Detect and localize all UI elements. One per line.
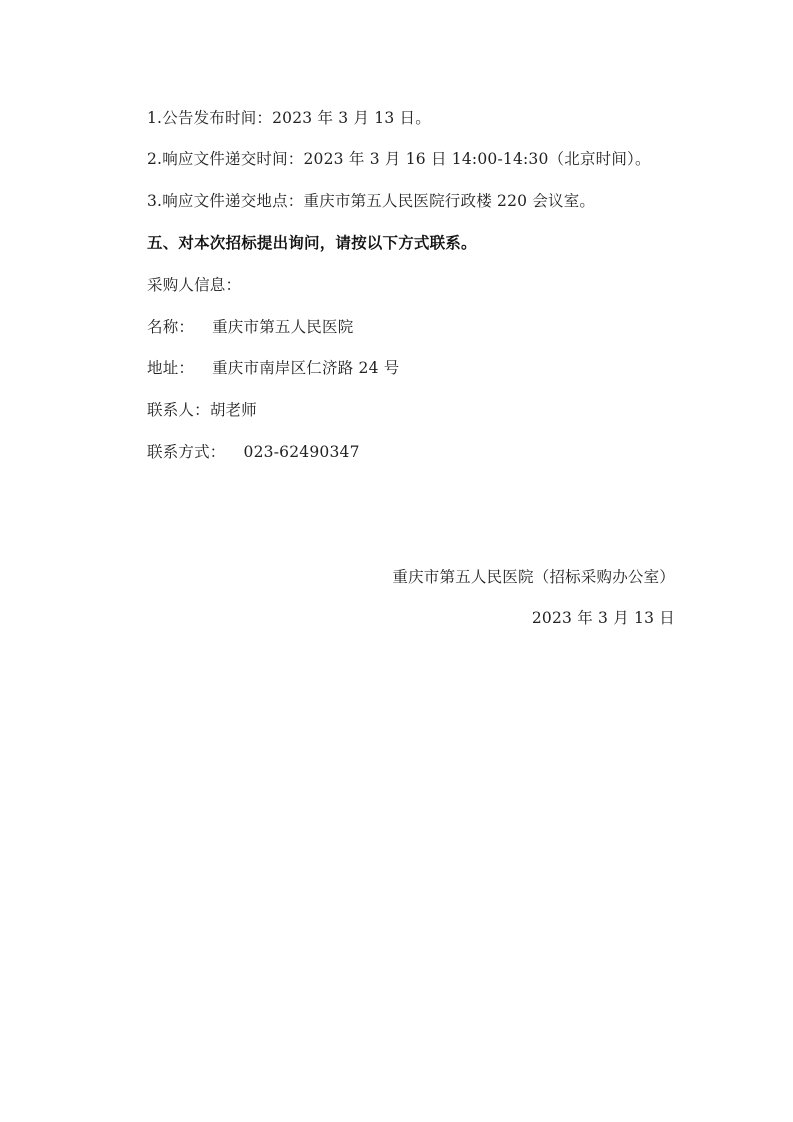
purchaser-name-value: 重庆市第五人民医院 bbox=[212, 318, 354, 336]
purchaser-phone-value: 023-62490347 bbox=[243, 443, 360, 461]
purchaser-phone-row bbox=[147, 442, 360, 462]
submission-time-item: 2.响应文件递交时间：2023 年 3 月 16 日 14:00-14:30（北京时间）。 bbox=[147, 150, 651, 168]
submission-location-item: 3.响应文件递交地点：重庆市第五人民医院行政楼 220 会议室。 bbox=[147, 192, 596, 210]
purchaser-contact-value: 胡老师 bbox=[209, 401, 257, 419]
purchaser-name-label: 名称： bbox=[147, 318, 195, 336]
purchaser-name-row bbox=[147, 317, 353, 337]
purchaser-address-value: 重庆市南岸区仁济路 24 号 bbox=[212, 359, 400, 377]
signature-date: 2023 年 3 月 13 日 bbox=[531, 609, 675, 627]
purchaser-contact-label: 联系人： bbox=[147, 401, 210, 419]
purchaser-phone-label: 联系方式： bbox=[147, 443, 226, 461]
purchaser-info-heading: 采购人信息： bbox=[147, 276, 242, 294]
purchaser-address-row bbox=[147, 358, 400, 378]
signature-organization: 重庆市第五人民医院（招标采购办公室） bbox=[392, 568, 675, 586]
purchaser-address-label: 地址： bbox=[147, 359, 195, 377]
purchaser-contact-row bbox=[147, 400, 257, 420]
section-heading: 五、对本次招标提出询问，请按以下方式联系。 bbox=[147, 234, 477, 252]
announcement-time-item: 1.公告发布时间：2023 年 3 月 13 日。 bbox=[147, 109, 431, 127]
